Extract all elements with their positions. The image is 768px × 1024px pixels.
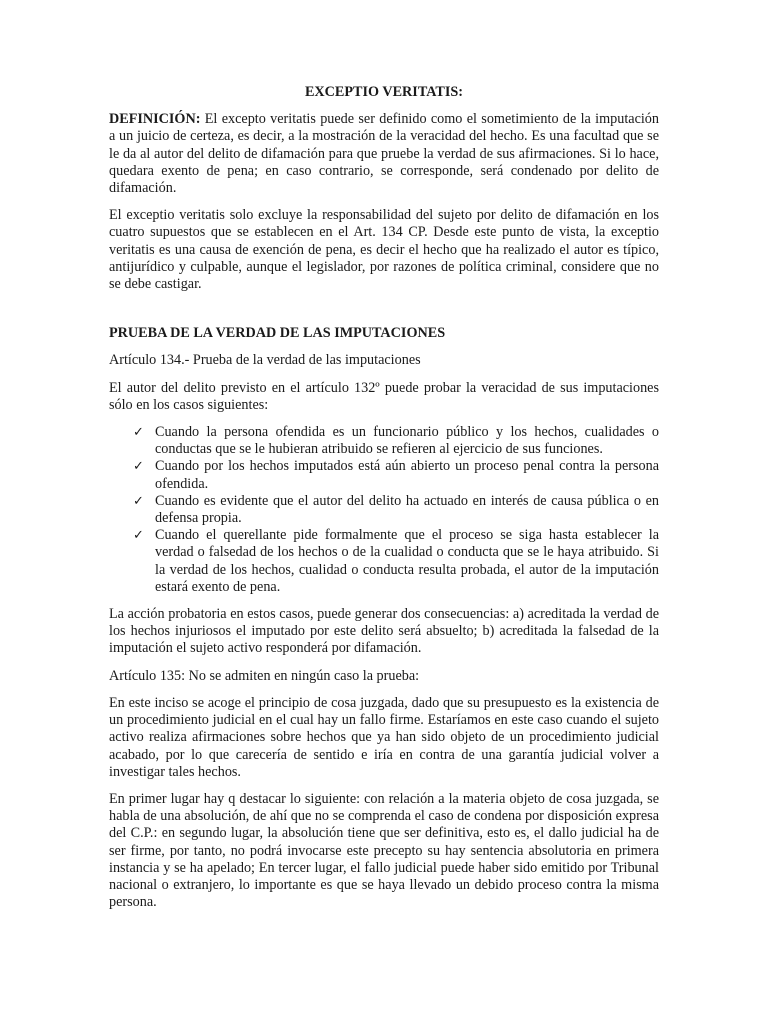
case-text: Cuando el querellante pide formalmente que el proceso se siga hasta establecer la verdad o falsedad de los hechos o de la cualidad o conducta que se le haya atribuido. Si la verdad de los hechos, cualidad o conducta resulta probada, el autor de la imputación estará exento de pena. (155, 527, 659, 595)
excluye-paragraph: El exceptio veritatis solo excluye la responsabilidad del sujeto por delito de difamación en los cuatro supuestos que se establecen en el Art. 134 CP. Desde este punto de vista, la exceptio veritatis es una causa de exención de pena, es decir el hecho que ha realizado el autor es típico, antijurídico y culpable, aunque el legislador, por razones de política criminal, considere que no se debe castigar. (109, 207, 659, 293)
list-item (109, 458, 659, 492)
list-item (109, 424, 659, 458)
case-text: Cuando por los hechos imputados está aún abierto un proceso penal contra la persona ofendida. (155, 458, 659, 492)
checkmark-icon: ✓ (133, 459, 144, 475)
definition-paragraph (109, 111, 659, 197)
case-text: Cuando la persona ofendida es un funcionario público y los hechos, cualidades o conductas que se le hubieran atribuido se refieren al ejercicio de sus funciones. (155, 424, 659, 458)
case-text: Cuando es evidente que el autor del delito ha actuado en interés de causa pública o en defensa propia. (155, 492, 659, 527)
definition-label: DEFINICIÓN: (109, 111, 201, 128)
primer-lugar-paragraph: En primer lugar hay q destacar lo siguiente: con relación a la materia objeto de cosa juzgada, se habla de una absolución, de ahí que no se comprenda el caso de condena por disposición expresa del C.P.: en segundo lugar, la absolución tiene que ser definitiva, esto es, el dallo judicial ha de ser firme, por tanto, no podrá invocarse este precepto su hay sentencia absolutoria en primera instancia y se ha apelado; En tercer lugar, el fallo judicial puede haber sido emitido por Tribunal nacional o extranjero, lo importante es que se haya llevado un debido proceso contra la misma persona. (109, 790, 659, 911)
article-135-heading: Artículo 135: No se admiten en ningún caso la prueba: (109, 667, 420, 684)
list-item (109, 527, 659, 596)
document-title: EXCEPTIO VERITATIS: (304, 84, 464, 100)
section-title: PRUEBA DE LA VERDAD DE LAS IMPUTACIONES (109, 325, 446, 342)
list-item (109, 493, 659, 527)
consecuencias-paragraph: La acción probatoria en estos casos, puede generar dos consecuencias: a) acreditada la verdad de los hechos injuriosos el imputado por este delito será absuelto; b) acreditada la falsedad de la imputación el sujeto activo responderá por difamación. (109, 606, 659, 657)
document-page (109, 84, 659, 921)
cosa-juzgada-paragraph: En este inciso se acoge el principio de cosa juzgada, dado que su presupuesto es la existencia de un procedimiento judicial en el cual hay un fallo firme. Estaríamos en este caso cuando el sujeto activo realiza afirmaciones sobre hechos que ya han sido objeto de un procedimiento judicial acabado, por lo que carecería de sentido e iría en contra de una garantía judicial volver a investigar tales hechos. (109, 694, 659, 780)
definition-text: El excepto veritatis puede ser definido como el sometimiento de la imputación a un juicio de certeza, es decir, a la mostración de la veracidad del hecho. Es una facultad que se le da al autor del delito de difamación para que pruebe la verdad de sus afirmaciones. Si lo hace, quedara exento de pena; en caso contrario, se corresponde, será condenado por delito de difamación. (109, 111, 659, 197)
article-134-heading: Artículo 134.- Prueba de la verdad de las imputaciones (109, 352, 421, 369)
checkmark-icon: ✓ (133, 528, 144, 544)
checkmark-icon: ✓ (133, 425, 144, 441)
cases-list (109, 424, 659, 596)
checkmark-icon: ✓ (133, 493, 144, 509)
article-134-intro: El autor del delito previsto en el artículo 132º puede probar la veracidad de sus imputaciones sólo en los casos siguientes: (109, 379, 659, 413)
